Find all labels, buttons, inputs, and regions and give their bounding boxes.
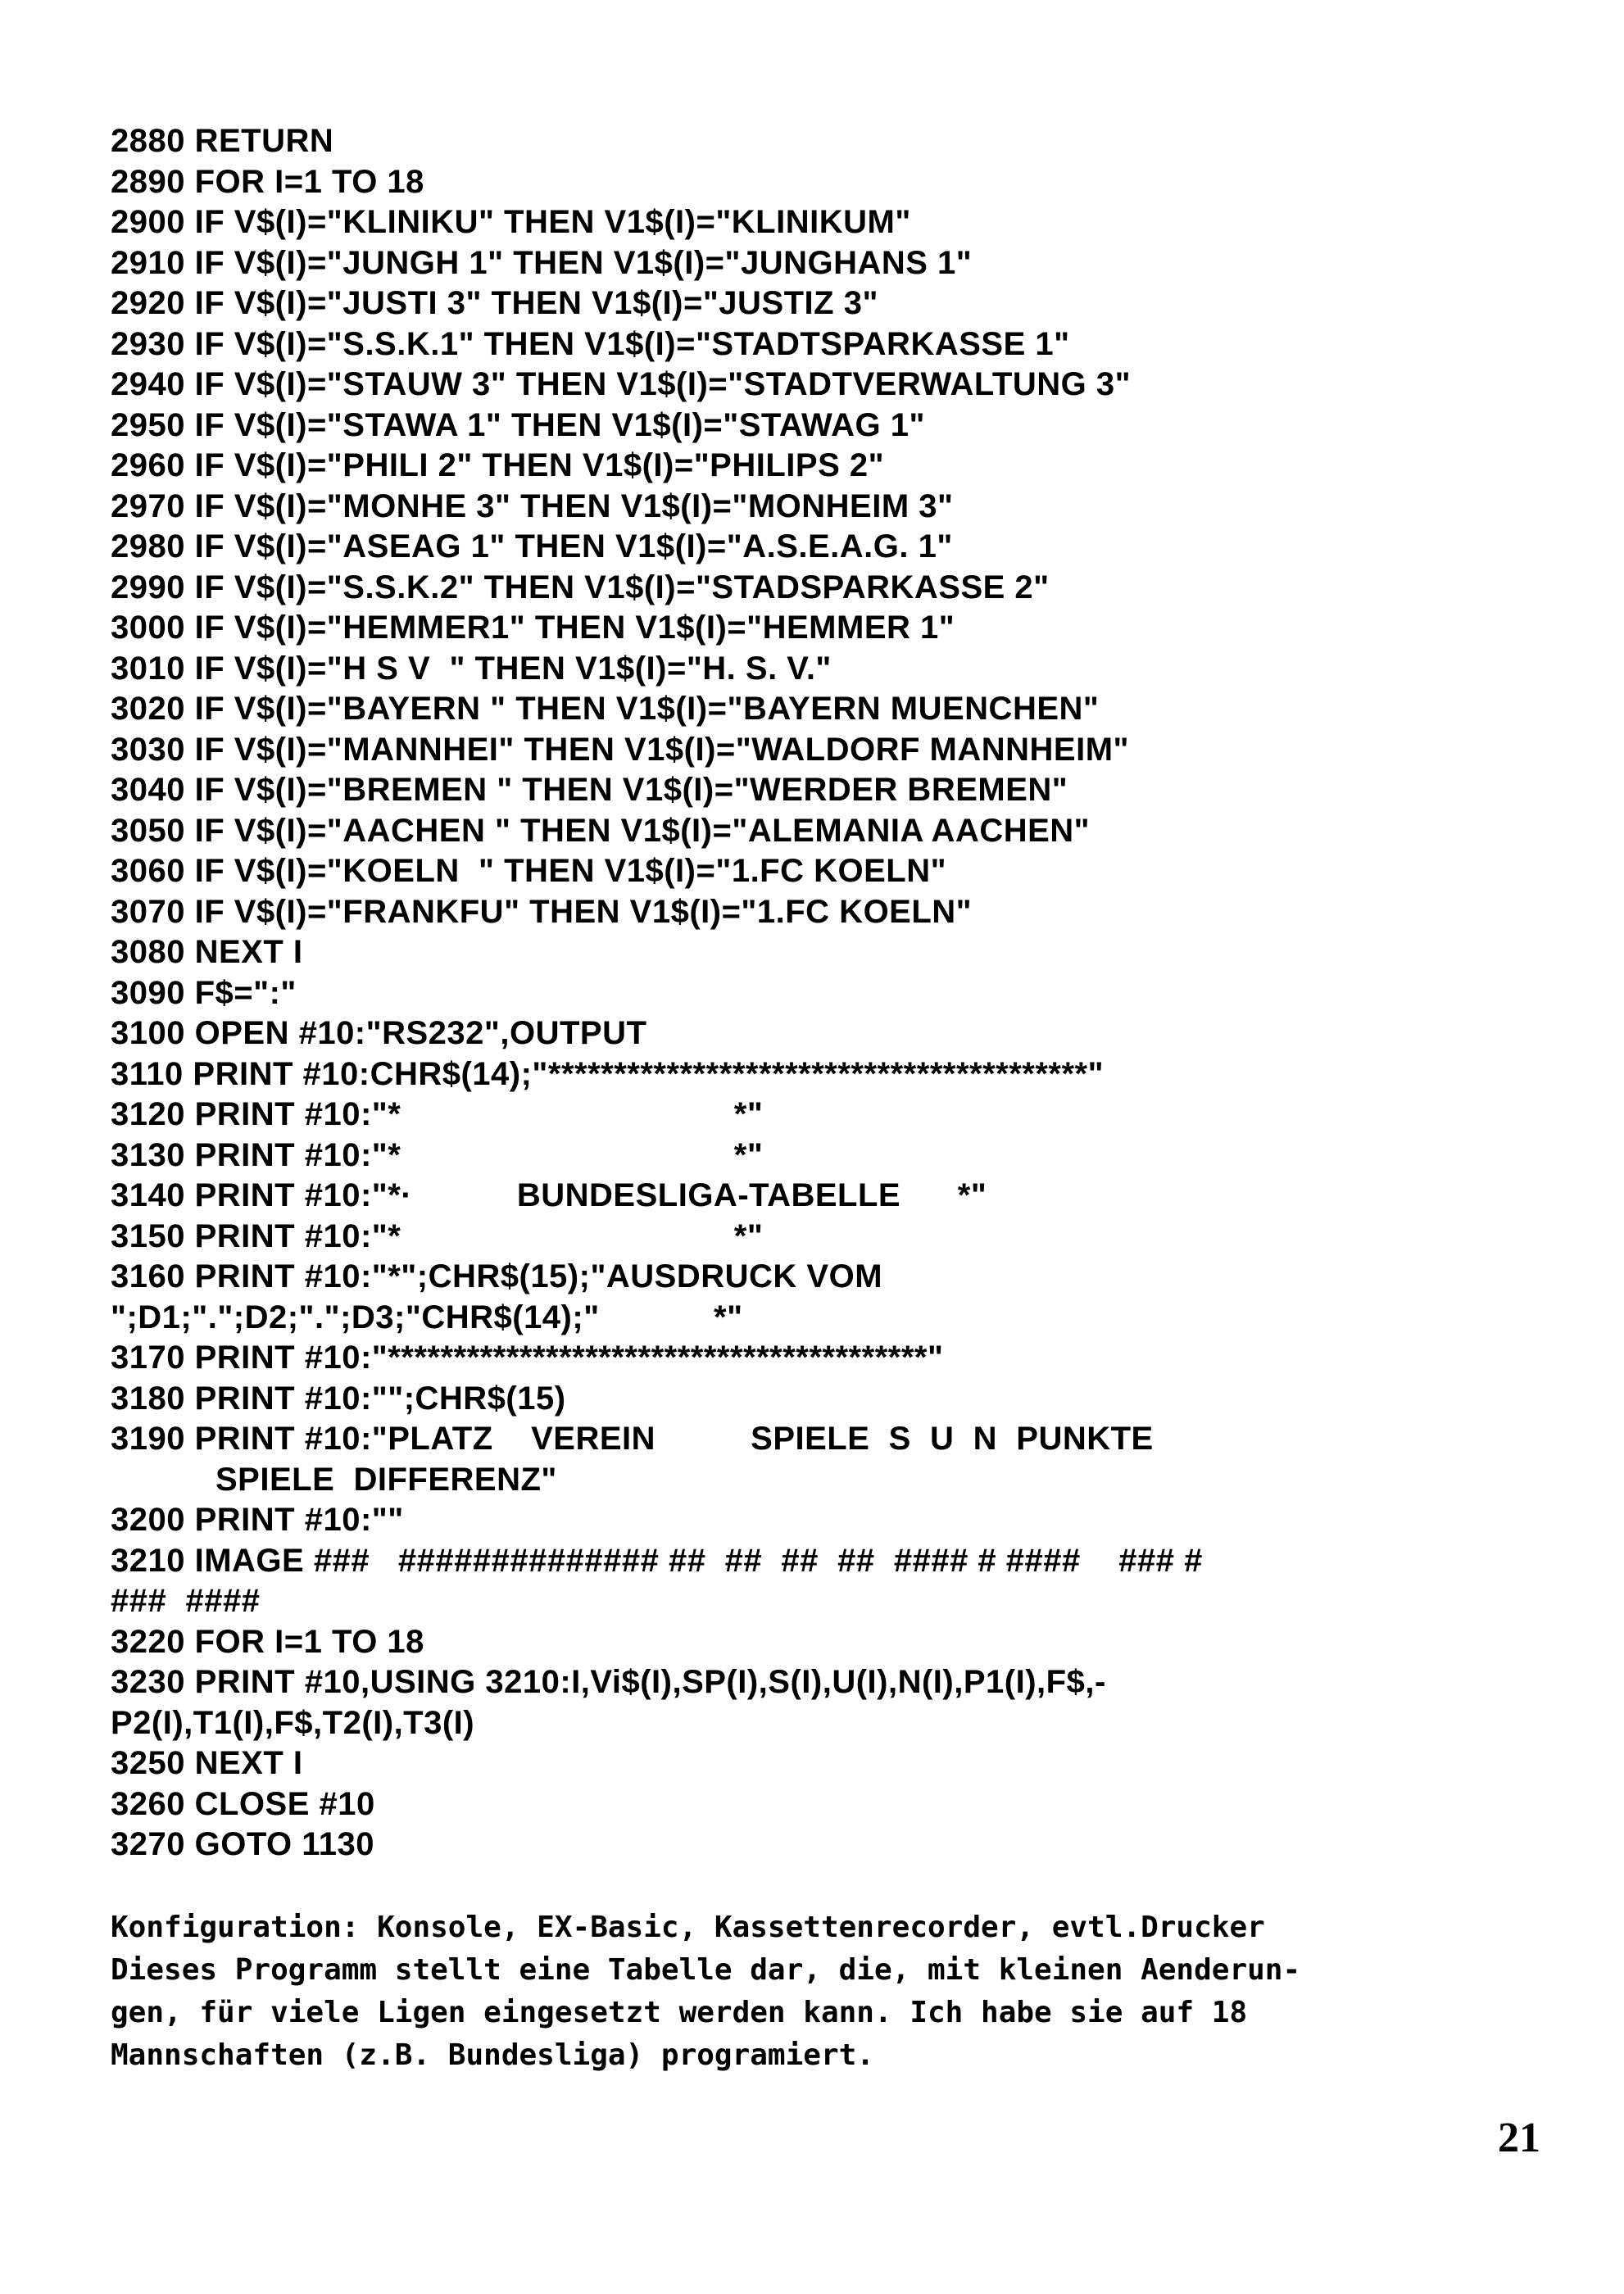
description-line: Dieses Programm stellt eine Tabelle dar, die, mit kleinen Aenderun- xyxy=(111,1953,1301,1987)
code-line: SPIELE DIFFERENZ" xyxy=(215,1461,557,1498)
code-line: 3140 PRINT #10:"*· BUNDESLIGA-TABELLE *" xyxy=(111,1177,987,1213)
code-line: 2960 IF V$(I)="PHILI 2" THEN V1$(I)="PHILIPS 2" xyxy=(111,447,885,483)
code-line: 2940 IF V$(I)="STAUW 3" THEN V1$(I)="STADTVERWALTUNG 3" xyxy=(111,366,1132,402)
code-line: 3160 PRINT #10:"*";CHR$(15);"AUSDRUCK VOM xyxy=(111,1258,883,1294)
code-line: 2970 IF V$(I)="MONHE 3" THEN V1$(I)="MONHEIM 3" xyxy=(111,487,954,524)
code-line: 3170 PRINT #10:"*****************************************" xyxy=(111,1340,944,1376)
code-line: 2880 RETURN xyxy=(111,123,334,159)
code-line: 3040 IF V$(I)="BREMEN " THEN V1$(I)="WERDER BREMEN" xyxy=(111,772,1068,808)
code-line: 3010 IF V$(I)="H S V " THEN V1$(I)="H. S. V." xyxy=(111,650,832,687)
code-line: 3110 PRINT #10:CHR$(14);"*****************************************" xyxy=(111,1055,1105,1092)
basic-program-listing xyxy=(111,121,1520,1866)
code-line: 3080 NEXT I xyxy=(111,934,303,970)
code-line: 2930 IF V$(I)="S.S.K.1" THEN V1$(I)="STADTSPARKASSE 1" xyxy=(111,325,1070,362)
description-line: Mannschaften (z.B. Bundesliga) programiert. xyxy=(111,2038,874,2072)
code-line: 3060 IF V$(I)="KOELN " THEN V1$(I)="1.FC KOELN" xyxy=(111,853,947,889)
code-line: 3120 PRINT #10:"* *" xyxy=(111,1096,764,1132)
code-line: 3270 GOTO 1130 xyxy=(111,1826,375,1862)
code-line: 3000 IF V$(I)="HEMMER1" THEN V1$(I)="HEMMER 1" xyxy=(111,610,955,646)
code-line: 3150 PRINT #10:"* *" xyxy=(111,1217,764,1254)
code-line: 3190 PRINT #10:"PLATZ VEREIN SPIELE S U N PUNKTE xyxy=(111,1421,1154,1457)
code-line: ";D1;".";D2;".";D3;"CHR$(14);" *" xyxy=(111,1299,743,1335)
program-description xyxy=(111,1906,1536,2077)
code-line: 2890 FOR I=1 TO 18 xyxy=(111,163,424,200)
code-line: P2(I),T1(I),F$,T2(I),T3(I) xyxy=(111,1704,475,1741)
code-line: 3090 F$=":" xyxy=(111,974,297,1011)
code-line: 3070 IF V$(I)="FRANKFU" THEN V1$(I)="1.FC KOELN" xyxy=(111,893,973,930)
code-line: 3260 CLOSE #10 xyxy=(111,1785,375,1822)
code-line: 2910 IF V$(I)="JUNGH 1" THEN V1$(I)="JUNGHANS 1" xyxy=(111,244,973,281)
code-line: 3180 PRINT #10:"";CHR$(15) xyxy=(111,1380,566,1417)
code-line: 3200 PRINT #10:"" xyxy=(111,1502,404,1538)
code-line: 3100 OPEN #10:"RS232",OUTPUT xyxy=(111,1015,647,1051)
description-line: Konfiguration: Konsole, EX-Basic, Kassettenrecorder, evtl.Drucker xyxy=(111,1911,1265,1944)
description-line: gen, für viele Ligen eingesetzt werden kann. Ich habe sie auf 18 xyxy=(111,1996,1248,2029)
code-line: 3230 PRINT #10,USING 3210:I,Vi$(I),SP(I),S(I),U(I),N(I),P1(I),F$,- xyxy=(111,1664,1106,1700)
code-line: 2920 IF V$(I)="JUSTI 3" THEN V1$(I)="JUSTIZ 3" xyxy=(111,285,878,321)
code-line: 3220 FOR I=1 TO 18 xyxy=(111,1623,424,1660)
code-line: 2980 IF V$(I)="ASEAG 1" THEN V1$(I)="A.S.E.A.G. 1" xyxy=(111,528,953,564)
code-line: 3020 IF V$(I)="BAYERN " THEN V1$(I)="BAYERN MUENCHEN" xyxy=(111,691,1100,727)
page-number: 21 xyxy=(1498,2115,1540,2161)
code-line: 3030 IF V$(I)="MANNHEI" THEN V1$(I)="WALDORF MANNHEIM" xyxy=(111,731,1129,768)
code-line: 2990 IF V$(I)="S.S.K.2" THEN V1$(I)="STADSPARKASSE 2" xyxy=(111,569,1050,605)
code-line: 2950 IF V$(I)="STAWA 1" THEN V1$(I)="STAWAG 1" xyxy=(111,406,925,443)
code-line: 3210 IMAGE ### ############## ## ## ## ## #### # #### ### # xyxy=(111,1542,1203,1579)
code-line: ### #### xyxy=(111,1583,261,1619)
code-line: 3130 PRINT #10:"* *" xyxy=(111,1136,764,1173)
code-line: 2900 IF V$(I)="KLINIKU" THEN V1$(I)="KLINIKUM" xyxy=(111,204,911,240)
code-line: 3050 IF V$(I)="AACHEN " THEN V1$(I)="ALEMANIA AACHEN" xyxy=(111,812,1091,849)
code-line: 3250 NEXT I xyxy=(111,1745,303,1781)
